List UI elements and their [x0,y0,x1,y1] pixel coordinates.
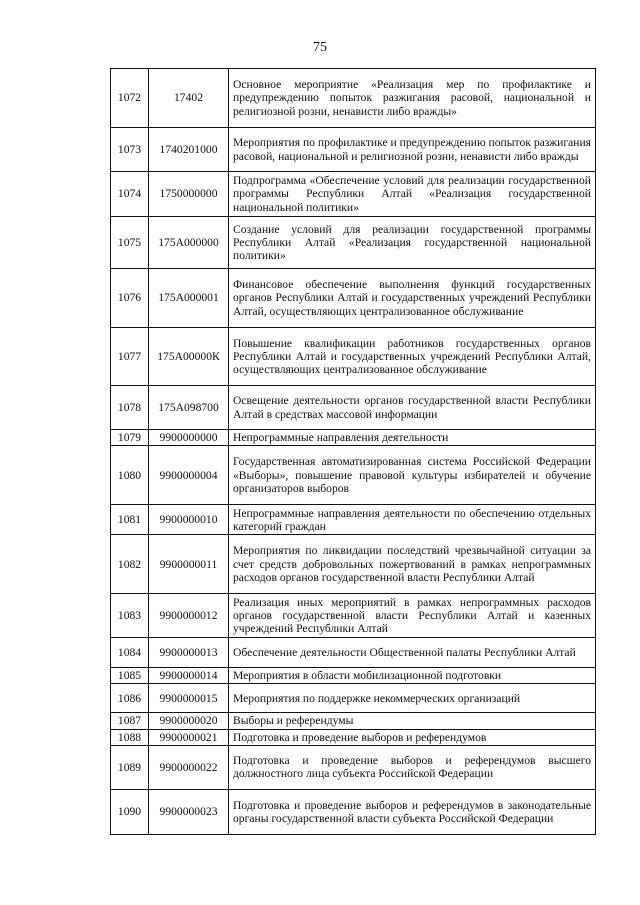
table-row [111,217,596,269]
row-number: 1090 [111,789,149,834]
table-row [111,789,596,834]
row-name: Государственная автоматизированная система Российской Федерации «Выборы», повышение правовой культуры избирателей и обучение организаторов выборов [229,446,596,505]
row-code: 9900000014 [149,668,229,684]
row-number: 1083 [111,594,149,638]
row-code: 175А000001 [149,269,229,328]
table-row [111,684,596,713]
row-name: Реализация иных мероприятий в рамках непрограммных расходов органов государственной власти Республики Алтай и казенных учреждений Республики Алтай [229,594,596,638]
row-code: 9900000021 [149,729,229,745]
row-number: 1072 [111,69,149,128]
row-name: Мероприятия в области мобилизационной подготовки [229,668,596,684]
row-code: 9900000015 [149,684,229,713]
row-name: Подготовка и проведение выборов и референдумов высшего должностного лица субъекта Российской Федерации [229,745,596,789]
row-number: 1076 [111,269,149,328]
row-number: 1074 [111,172,149,217]
row-code: 1750000000 [149,172,229,217]
row-number: 1086 [111,684,149,713]
row-name: Непрограммные направления деятельности по обеспечению отдельных категорий граждан [229,505,596,535]
table-row [111,386,596,430]
row-name: Подготовка и проведение выборов и референдумов в законодательные органы государственной власти субъекта Российской Федерации [229,789,596,834]
row-number: 1081 [111,505,149,535]
table-row [111,269,596,328]
table-row [111,668,596,684]
table-row [111,594,596,638]
row-code: 175А00000К [149,328,229,386]
table-row [111,535,596,594]
row-code: 9900000020 [149,713,229,729]
row-name: Мероприятия по поддержке некоммерческих организаций [229,684,596,713]
row-number: 1085 [111,668,149,684]
row-number: 1075 [111,217,149,269]
table-row [111,328,596,386]
row-number: 1079 [111,430,149,446]
budget-classification-table [110,68,596,835]
row-name: Выборы и референдумы [229,713,596,729]
row-code: 9900000011 [149,535,229,594]
row-number: 1077 [111,328,149,386]
row-name: Повышение квалификации работников государственных органов Республики Алтай и государственных учреждений Республики Алтай, осуществляющих централизованное обслуживание [229,328,596,386]
row-number: 1082 [111,535,149,594]
table-row [111,638,596,668]
row-name: Непрограммные направления деятельности [229,430,596,446]
table-row [111,729,596,745]
row-number: 1089 [111,745,149,789]
row-code: 9900000004 [149,446,229,505]
row-name: Основное мероприятие «Реализация мер по профилактике и предупреждению попыток разжигания расовой, национальной и религиозной розни, ненависти либо вражды» [229,69,596,128]
row-code: 175А098700 [149,386,229,430]
row-code: 1740201000 [149,128,229,172]
table-row [111,128,596,172]
row-name: Финансовое обеспечение выполнения функций государственных органов Республики Алтай и государственных учреждений Республики Алтай, осуществляющих централизованное обслуживание [229,269,596,328]
row-name: Обеспечение деятельности Общественной палаты Республики Алтай [229,638,596,668]
row-name: Подпрограмма «Обеспечение условий для реализации государственной программы Республики Алтай «Реализация государственной национальной политики» [229,172,596,217]
page-number: 75 [313,40,327,55]
row-number: 1088 [111,729,149,745]
row-code: 9900000013 [149,638,229,668]
row-number: 1080 [111,446,149,505]
table-row [111,446,596,505]
row-code: 175А000000 [149,217,229,269]
table-row [111,430,596,446]
row-name: Мероприятия по ликвидации последствий чрезвычайной ситуации за счет средств добровольных пожертвований в рамках непрограммных расходов органов государственной власти Республики Алтай [229,535,596,594]
row-number: 1084 [111,638,149,668]
row-code: 17402 [149,69,229,128]
row-name: Освещение деятельности органов государственной власти Республики Алтай в средствах массовой информации [229,386,596,430]
table-row [111,69,596,128]
table-row [111,713,596,729]
table-row [111,505,596,535]
row-name: Подготовка и проведение выборов и референдумов [229,729,596,745]
row-name: Мероприятия по профилактике и предупреждению попыток разжигания расовой, национальной и религиозной розни, ненависти либо вражды [229,128,596,172]
row-code: 9900000012 [149,594,229,638]
table-row [111,172,596,217]
row-name: Создание условий для реализации государственной программы Республики Алтай «Реализация государственной национальной политики» [229,217,596,269]
table-row [111,745,596,789]
row-code: 9900000000 [149,430,229,446]
row-code: 9900000010 [149,505,229,535]
row-number: 1078 [111,386,149,430]
row-number: 1087 [111,713,149,729]
row-code: 9900000022 [149,745,229,789]
row-code: 9900000023 [149,789,229,834]
row-number: 1073 [111,128,149,172]
